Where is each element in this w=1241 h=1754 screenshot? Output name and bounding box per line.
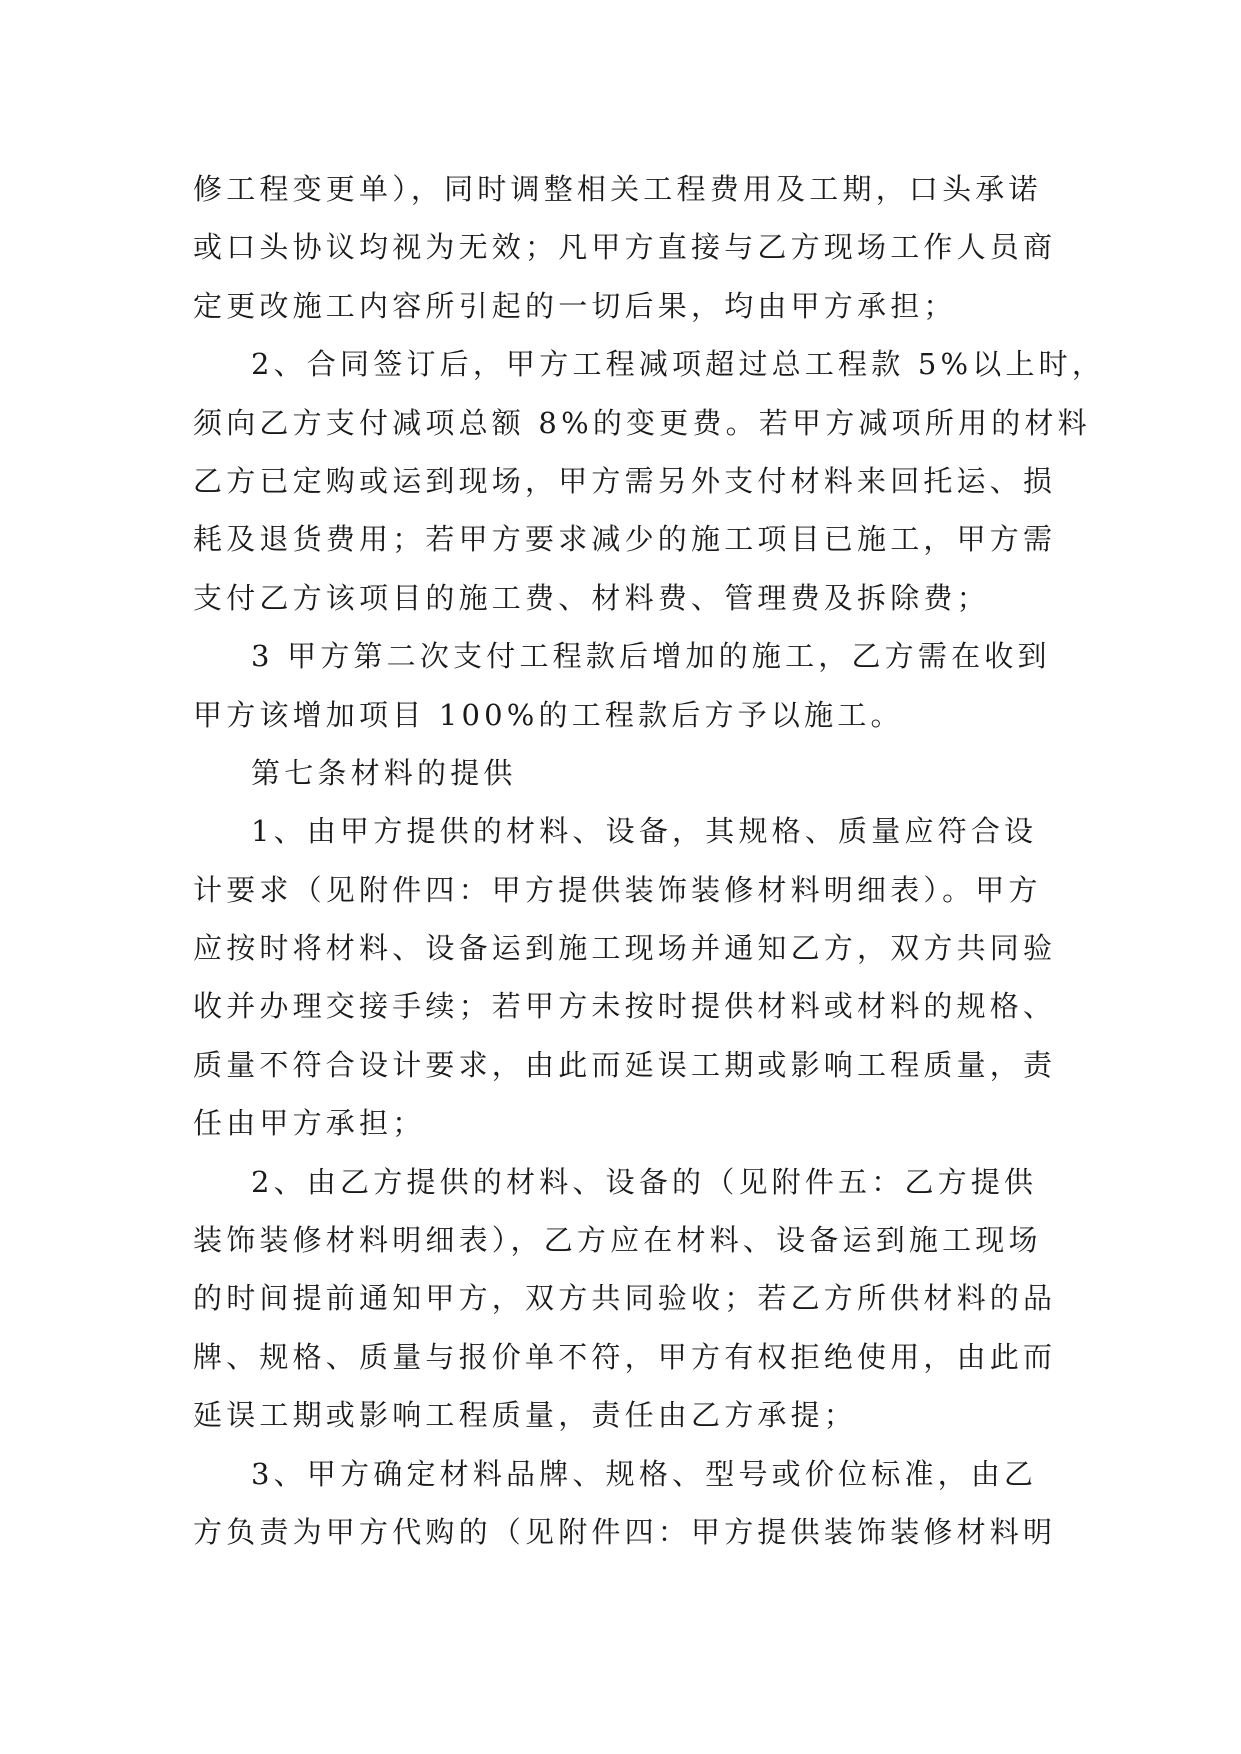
text-line: 2、由乙方提供的材料、设备的（见附件五：乙方提供 bbox=[251, 1164, 1038, 1199]
text-line: 质量不符合设计要求，由此而延误工期或影响工程质量，责 bbox=[193, 1047, 1057, 1082]
text-line: 收并办理交接手续；若甲方未按时提供材料或材料的规格、 bbox=[193, 989, 1057, 1024]
text-line: 须向乙方支付减项总额 8%的变更费。若甲方减项所用的材料 bbox=[193, 405, 1091, 440]
text-line: 装饰装修材料明细表），乙方应在材料、设备运到施工现场 bbox=[193, 1223, 1042, 1258]
text-line: 耗及退货费用；若甲方要求减少的施工项目已施工，甲方需 bbox=[193, 522, 1057, 557]
text-line: 修工程变更单），同时调整相关工程费用及工期，口头承诺 bbox=[193, 172, 1042, 206]
text-line: 乙方已定购或运到现场，甲方需另外支付材料来回托运、损 bbox=[193, 463, 1057, 498]
text-line: 的时间提前通知甲方，双方共同验收；若乙方所供材料的品 bbox=[193, 1281, 1057, 1316]
text-line: 或口头协议均视为无效；凡甲方直接与乙方现场工作人员商 bbox=[193, 230, 1057, 265]
text-line: 延误工期或影响工程质量，责任由乙方承提； bbox=[193, 1398, 858, 1433]
text-line: 支付乙方该项目的施工费、材料费、管理费及拆除费； bbox=[193, 580, 990, 615]
text-line: 3、甲方确定材料品牌、规格、型号或价位标准，由乙 bbox=[251, 1456, 1038, 1491]
text-line: 计要求（见附件四：甲方提供装饰装修材料明细表）。甲方 bbox=[193, 872, 1042, 907]
text-line: 应按时将材料、设备运到施工现场并通知乙方，双方共同验 bbox=[193, 931, 1057, 966]
contract-text bbox=[193, 160, 1106, 1561]
text-line: 2、合同签订后，甲方工程减项超过总工程款 5%以上时， bbox=[251, 347, 1106, 382]
text-line: 1、由甲方提供的材料、设备，其规格、质量应符合设 bbox=[251, 814, 1038, 849]
text-line: 3 甲方第二次支付工程款后增加的施工，乙方需在收到 bbox=[251, 639, 1051, 674]
text-line: 定更改施工内容所引起的一切后果，均由甲方承担； bbox=[193, 288, 957, 323]
section-heading: 第七条材料的提供 bbox=[251, 755, 517, 790]
text-line: 甲方该增加项目 100%的工程款后方予以施工。 bbox=[193, 697, 904, 732]
text-line: 任由甲方承担； bbox=[193, 1106, 426, 1141]
text-line: 方负责为甲方代购的（见附件四：甲方提供装饰装修材料明 bbox=[193, 1514, 1057, 1549]
text-line: 牌、规格、质量与报价单不符，甲方有权拒绝使用，由此而 bbox=[193, 1339, 1057, 1374]
